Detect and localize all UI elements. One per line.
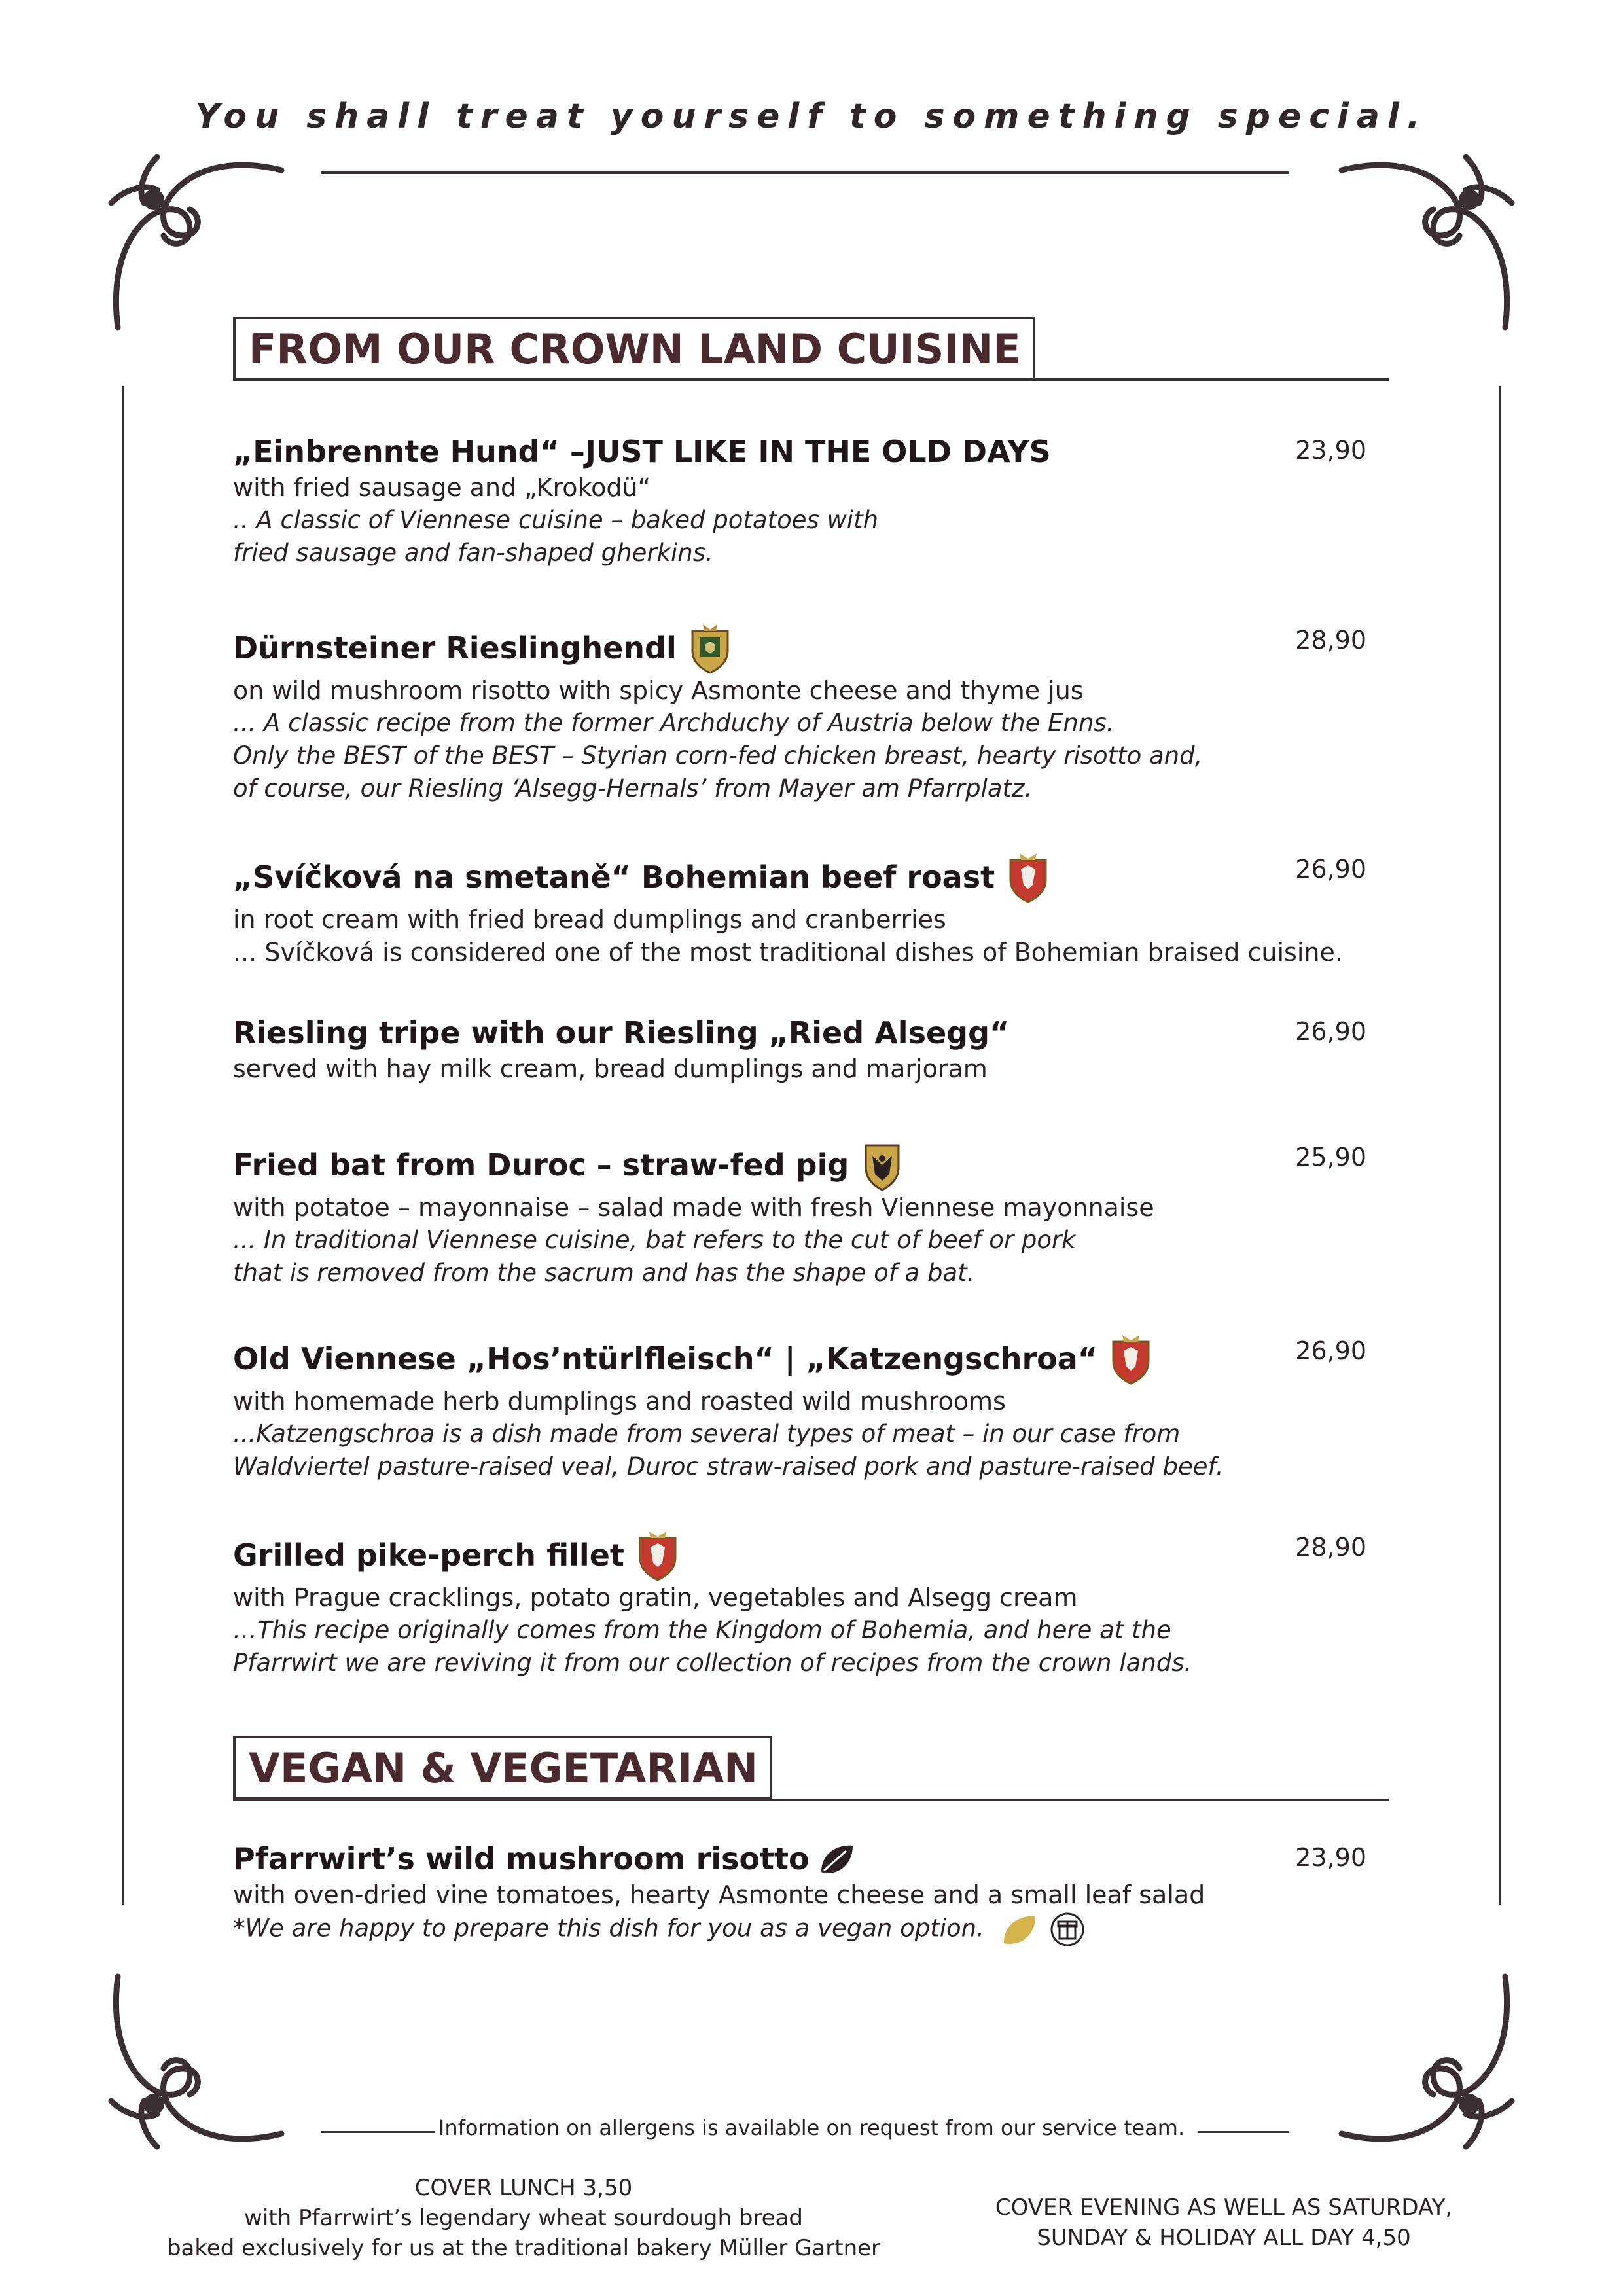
dish-price: 28,90 xyxy=(1295,1533,1366,1562)
section-title-crown: FROM OUR CROWN LAND CUISINE xyxy=(233,317,1035,381)
dish-item xyxy=(233,622,1398,805)
cover-lunch-line: COVER LUNCH 3,50 xyxy=(414,2175,633,2201)
dish-note: of course, our Riesling ‘Alsegg-Hernals’ from Mayer am Pfarrplatz. xyxy=(233,774,1033,802)
dish-item xyxy=(233,851,1398,969)
eagle-crest-icon xyxy=(859,1139,905,1191)
dish-note: Pfarrwirt we are reviving it from our collection of recipes from the crown lands. xyxy=(233,1649,1192,1677)
lower-austria-crest-icon xyxy=(687,622,733,674)
top-rule xyxy=(321,171,1289,174)
dish-price: 26,90 xyxy=(1295,1017,1366,1046)
cover-evening-line: COVER EVENING AS WELL AS SATURDAY, xyxy=(995,2195,1453,2221)
ornament-bottom-left-icon xyxy=(85,1964,294,2173)
dish-note: that is removed from the sacrum and has the shape of a bat. xyxy=(233,1259,975,1287)
ornament-bottom-right-icon xyxy=(1329,1964,1538,2173)
right-border xyxy=(1499,386,1501,1905)
dish-title xyxy=(233,1839,1398,1878)
cover-lunch-line: with Pfarrwirt’s legendary wheat sourdough bread xyxy=(244,2205,803,2231)
left-border xyxy=(122,386,124,1905)
dish-note: ... In traditional Viennese cuisine, bat refers to the cut of beef or pork xyxy=(233,1226,1076,1254)
gift-icon xyxy=(1048,1911,1087,1948)
dish-description: with potatoe – mayonnaise – salad made with fresh Viennese mayonnaise xyxy=(233,1193,1154,1222)
dish-price: 25,90 xyxy=(1295,1143,1366,1172)
dish-note xyxy=(233,1911,1398,1948)
dish-note: .. A classic of Viennese cuisine – baked potatoes with xyxy=(233,506,879,534)
dish-item xyxy=(233,432,1398,569)
dish-price: 23,90 xyxy=(1295,1843,1366,1872)
dish-description: on wild mushroom risotto with spicy Asmonte cheese and thyme jus xyxy=(233,676,1084,705)
dish-price: 26,90 xyxy=(1295,855,1366,884)
dish-description: with oven-dried vine tomatoes, hearty Asmonte cheese and a small leaf salad xyxy=(233,1880,1205,1909)
dish-description: with fried sausage and „Krokodü“ xyxy=(233,473,651,502)
bohemia-crest-icon xyxy=(1108,1333,1154,1385)
bohemia-crest-icon xyxy=(635,1529,681,1581)
dish-title-text: „Svíčková na smetaně“ Bohemian beef roast xyxy=(233,859,995,895)
dish-description: served with hay milk cream, bread dumplings and marjoram xyxy=(233,1054,988,1083)
section-crown-land xyxy=(233,317,1035,381)
cover-lunch xyxy=(118,2173,929,2263)
dish-price: 28,90 xyxy=(1295,626,1366,655)
dish-title-text: Riesling tripe with our Riesling „Ried Alsegg“ xyxy=(233,1015,1010,1050)
dish-title-text: Dürnsteiner Rieslinghendl xyxy=(233,630,677,666)
dish-title-text: Grilled pike-perch fillet xyxy=(233,1537,624,1573)
dish-title-emphasis: JUST LIKE IN THE OLD DAYS xyxy=(584,434,1051,469)
dish-title xyxy=(233,1139,1398,1191)
ornament-top-right-icon xyxy=(1329,131,1538,340)
dish-title xyxy=(233,432,1398,471)
dish-item xyxy=(233,1839,1398,1948)
dish-title xyxy=(233,1529,1398,1581)
dish-title-text: Pfarrwirt’s wild mushroom risotto xyxy=(233,1841,810,1876)
dish-price: 23,90 xyxy=(1295,436,1366,465)
dish-item xyxy=(233,1529,1398,1679)
dish-item xyxy=(233,1139,1398,1289)
dish-title-text: „Einbrennte Hund“ – xyxy=(233,434,585,469)
dish-note: fried sausage and fan-shaped gherkins. xyxy=(233,539,713,567)
section-title-vegan: VEGAN & VEGETARIAN xyxy=(233,1736,772,1800)
allergen-info: Information on allergens is available on request from our service team. xyxy=(438,2115,1185,2140)
vegan-leaf-icon xyxy=(1000,1911,1039,1948)
dish-note: …This recipe originally comes from the Kingdom of Bohemia, and here at the xyxy=(233,1616,1171,1644)
dish-title xyxy=(233,622,1398,674)
dish-title xyxy=(233,1333,1398,1385)
dish-price: 26,90 xyxy=(1295,1336,1366,1365)
tagline: You shall treat yourself to something special. xyxy=(195,97,1428,136)
cover-evening-line: SUNDAY & HOLIDAY ALL DAY 4,50 xyxy=(1037,2225,1411,2251)
dish-title-text: Old Viennese „Hos’ntürlfleisch“ | „Katzengschroa“ xyxy=(233,1341,1098,1376)
ornament-top-left-icon xyxy=(85,131,294,340)
dish-title-text: Fried bat from Duroc – straw-fed pig xyxy=(233,1147,849,1183)
dish-title xyxy=(233,1013,1398,1052)
dish-note: Waldviertel pasture-raised veal, Duroc straw-raised pork and pasture-raised beef. xyxy=(233,1452,1224,1480)
cover-evening xyxy=(942,2193,1505,2253)
bohemia-crest-icon xyxy=(1005,851,1051,903)
section-vegan xyxy=(233,1736,772,1800)
dish-title xyxy=(233,851,1398,903)
dish-item xyxy=(233,1333,1398,1483)
vegetarian-leaf-icon xyxy=(817,1840,857,1877)
dish-note: Only the BEST of the BEST – Styrian corn-fed chicken breast, hearty risotto and, xyxy=(233,742,1203,770)
dish-description: with Prague cracklings, potato gratin, vegetables and Alsegg cream xyxy=(233,1583,1078,1612)
cover-lunch-line: baked exclusively for us at the traditional bakery Müller Gartner xyxy=(166,2235,881,2261)
dish-description: in root cream with fried bread dumplings and cranberries xyxy=(233,905,946,934)
dish-description: with homemade herb dumplings and roasted wild mushrooms xyxy=(233,1387,1006,1416)
vegan-option-note: *We are happy to prepare this dish for you as a vegan option. xyxy=(233,1914,984,1943)
dish-note: ...Katzengschroa is a dish made from several types of meat – in our case from xyxy=(233,1420,1181,1448)
dish-note: ... A classic recipe from the former Archduchy of Austria below the Enns. xyxy=(233,709,1115,737)
dish-description: ... Svíčková is considered one of the most traditional dishes of Bohemian braised cuisine. xyxy=(233,938,1343,967)
dish-item xyxy=(233,1013,1398,1085)
